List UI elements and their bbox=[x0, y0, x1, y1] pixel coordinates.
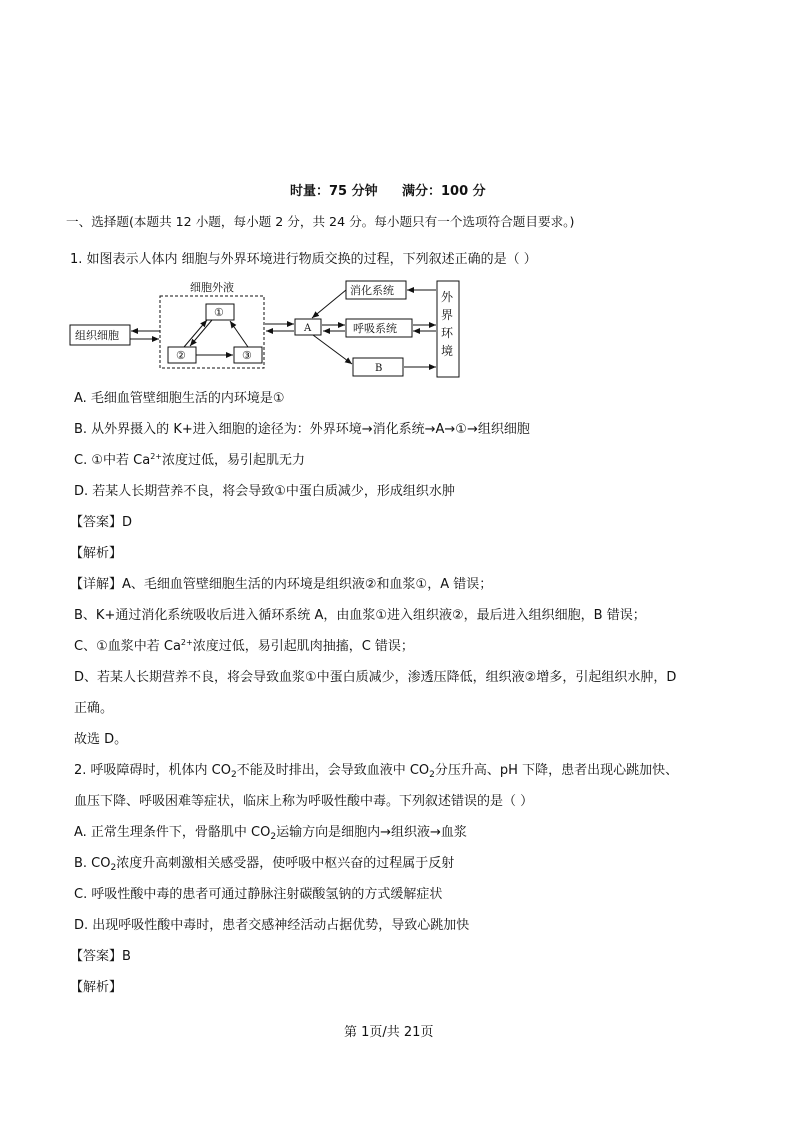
node-a-label: A bbox=[304, 323, 312, 334]
external-char-4: 境 bbox=[441, 344, 454, 358]
q1-stem: 1. 如图表示人体内 细胞与外界环境进行物质交换的过程，下列叙述正确的是（ ） bbox=[70, 252, 537, 267]
node-2-label: ② bbox=[176, 349, 186, 362]
arrow-3-to-1 bbox=[230, 321, 248, 347]
arrow-2-to-1 bbox=[184, 320, 207, 347]
q1-option-a: A. 毛细血管壁细胞生活的内环境是① bbox=[74, 391, 285, 406]
exam-score: 满分：100 分 bbox=[402, 184, 486, 199]
node-1-label: ① bbox=[214, 306, 224, 319]
q2-option-c: C. 呼吸性酸中毒的患者可通过静脉注射碳酸氢钠的方式缓解症状 bbox=[74, 887, 443, 902]
respiratory-system-label: 呼吸系统 bbox=[353, 322, 397, 335]
group-label: 细胞外液 bbox=[190, 281, 234, 294]
q1-answer: 【答案】D bbox=[70, 515, 133, 530]
q1-detail-c: C、①血浆中若 $Ca^{2+}$浓度过低，易引起肌肉抽搐，C 错误； bbox=[74, 638, 414, 654]
q1-conclusion: 故选 D。 bbox=[74, 732, 128, 747]
tissue-cell-label: 组织细胞 bbox=[75, 329, 119, 342]
external-char-1: 外 bbox=[441, 290, 454, 304]
node-3-label: ③ bbox=[242, 349, 252, 362]
q1-detail-a: 【详解】A、毛细血管壁细胞生活的内环境是组织液②和血浆①，A 错误； bbox=[70, 577, 493, 592]
external-char-3: 环 bbox=[441, 326, 454, 340]
q2-stem-line2: 血压下降、呼吸困难等症状，临床上称为呼吸性酸中毒。下列叙述错误的是（ ） bbox=[74, 794, 534, 809]
q1-detail-b: B、K+通过消化系统吸收后进入循环系统 A，由血浆①进入组织液②，最后进入组织细胞，B 错误； bbox=[74, 608, 646, 623]
node-b-label: B bbox=[375, 363, 383, 374]
q2-option-b: B. $CO_2$浓度升高刺激相关感受器，使呼吸中枢兴奋的过程属于反射 bbox=[74, 856, 455, 873]
arrow-1-to-2 bbox=[190, 320, 212, 346]
page-number: 第 1页/共 21页 bbox=[344, 1025, 434, 1040]
q1-diagram bbox=[66, 276, 466, 382]
q2-answer: 【答案】B bbox=[70, 949, 131, 964]
arrow-a-to-b bbox=[313, 335, 352, 364]
digestive-system-label: 消化系统 bbox=[350, 284, 394, 297]
section-title: 一、选择题(本题共 12 小题，每小题 2 分，共 24 分。每小题只有一个选项符合题目要求。) bbox=[66, 214, 575, 229]
q2-option-a: A. 正常生理条件下，骨骼肌中 $CO_2$运输方向是细胞内→组织液→血浆 bbox=[74, 825, 467, 842]
q1-analysis-label: 【解析】 bbox=[70, 546, 123, 561]
q1-option-d: D. 若某人长期营养不良，将会导致①中蛋白质减少，形成组织水肿 bbox=[74, 484, 455, 499]
q2-option-d: D. 出现呼吸性酸中毒时，患者交感神经活动占据优势，导致心跳加快 bbox=[74, 918, 470, 933]
q1-detail-d-line2: 正确。 bbox=[74, 701, 114, 716]
arrow-digestive-to-a bbox=[312, 290, 346, 318]
q1-option-b: B. 从外界摄入的 K+进入细胞的途径为：外界环境→消化系统→A→①→组织细胞 bbox=[74, 422, 530, 437]
q1-option-c: C. ①中若 $Ca^{2+}$浓度过低，易引起肌无力 bbox=[74, 452, 305, 468]
exam-time: 时量：75 分钟 bbox=[290, 184, 378, 199]
external-char-2: 界 bbox=[441, 308, 454, 322]
q2-analysis-label: 【解析】 bbox=[70, 980, 123, 995]
q1-detail-d-line1: D、若某人长期营养不良，将会导致血浆①中蛋白质减少，渗透压降低，组织液②增多，引起组织水肿，D bbox=[74, 670, 677, 685]
q2-stem-line1: 2. 呼吸障碍时，机体内 $CO_2$不能及时排出，会导致血液中 $CO_2$分压升高、pH 下降，患者出现心跳加快、 bbox=[74, 763, 679, 780]
